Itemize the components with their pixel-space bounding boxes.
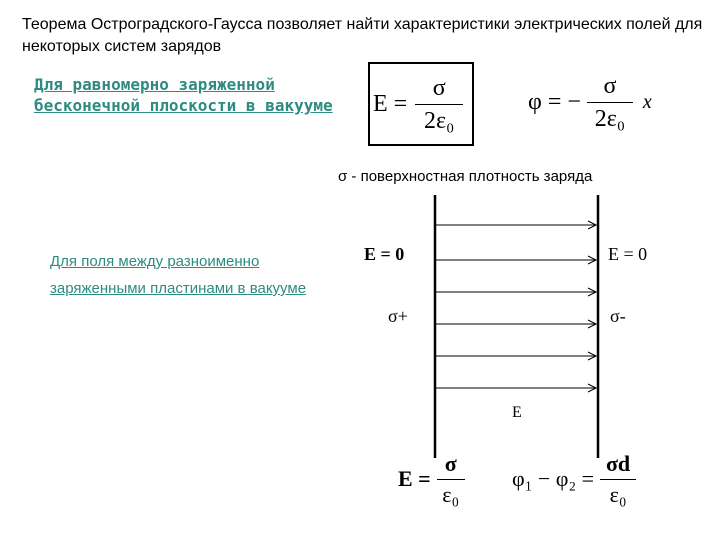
plane-field-denominator: 2ε₀: [423, 107, 455, 134]
link-charged-plane[interactable]: Для равномерно заряженной бесконечной плоскости в вакууме: [34, 75, 333, 115]
fraction-bar: [415, 104, 463, 105]
plane-field-formula: [373, 72, 463, 136]
plane-potential-x: x: [642, 90, 652, 113]
sigma-definition: σ - поверхностная плотность заряда: [338, 168, 593, 185]
plates-field-lhs: E =: [398, 466, 431, 491]
plates-field-formula: [398, 450, 465, 508]
link-parallel-plates[interactable]: Для поля между разноименно заряженными пластинами в вакууме: [50, 253, 307, 297]
plates-field-numerator: σ: [444, 450, 457, 476]
outside-left-field: E = 0: [364, 244, 405, 264]
plates-potential-denominator: ε₀: [609, 481, 627, 507]
sigma-minus-label: σ-: [610, 306, 626, 326]
plates-field-denominator: ε₀: [442, 481, 460, 507]
fraction-bar: [437, 479, 465, 480]
fraction-bar: [600, 479, 636, 480]
plane-field-numerator: σ: [432, 74, 446, 101]
plane-potential-fraction: [587, 74, 633, 131]
sigma-plus-label: σ+: [388, 306, 408, 326]
plates-potential-numerator: σd: [605, 450, 631, 476]
plates-potential-formula: [512, 450, 636, 508]
plane-potential-numerator: σ: [603, 72, 617, 99]
plates-potential-lhs: φ₁ − φ₂ =: [512, 466, 595, 491]
plane-field-lhs: E =: [373, 90, 408, 117]
field-vector-label: E: [512, 404, 522, 421]
plane-potential-formula: [528, 70, 652, 134]
plane-field-fraction: [415, 76, 463, 133]
fraction-bar: [587, 102, 633, 103]
field-lines: [435, 221, 596, 392]
plates-potential-fraction: [600, 450, 636, 507]
intro-text: Теорема Остроградского-Гаусса позволяет найти характеристики электрических полей для некоторых систем зарядов: [22, 16, 703, 55]
plane-potential-denominator: 2ε₀: [594, 105, 626, 132]
outside-right-field: E = 0: [608, 244, 648, 264]
plates-field-fraction: [437, 450, 465, 507]
plane-potential-lhs: φ = −: [528, 88, 581, 115]
